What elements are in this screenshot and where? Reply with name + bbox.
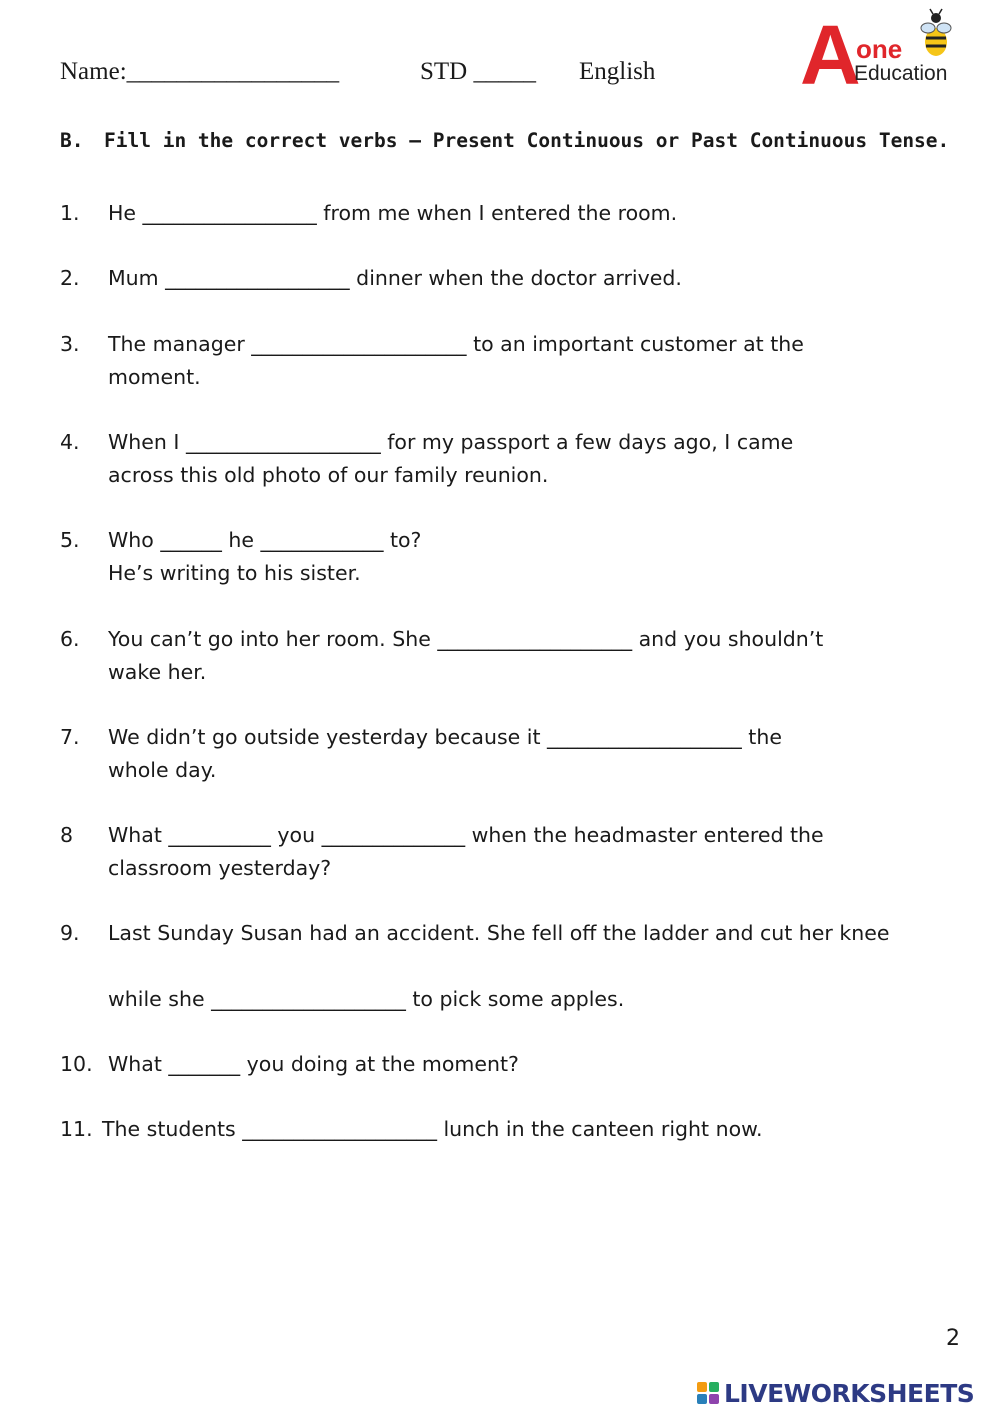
page-number: 2	[946, 1326, 960, 1351]
question-line: You can’t go into her room. She ___________________ and you shouldn’t	[108, 627, 824, 651]
question-number: 3.	[60, 332, 80, 356]
question-number: 6.	[60, 627, 80, 651]
liveworksheets-icon	[697, 1382, 719, 1404]
question-item	[60, 721, 960, 787]
question-number: 4.	[60, 430, 80, 454]
question-line: whole day.	[108, 758, 217, 782]
question-number: 9.	[60, 921, 80, 945]
question-line: across this old photo of our family reunion.	[108, 463, 549, 487]
instruction	[60, 129, 949, 152]
question-line: When I ___________________ for my passport a few days ago, I came	[108, 430, 794, 454]
question-item	[60, 328, 960, 394]
question-item	[60, 262, 960, 295]
question-line: Last Sunday Susan had an accident. She fell off the ladder and cut her knee	[108, 921, 890, 945]
question-number: 1.	[60, 201, 80, 225]
question-line: He’s writing to his sister.	[108, 561, 361, 585]
instruction-text: Fill in the correct verbs – Present Continuous or Past Continuous Tense.	[104, 129, 950, 152]
question-item	[60, 197, 960, 230]
question-line: Who ______ he ____________ to?	[108, 528, 422, 552]
logo-one-text: one	[856, 34, 903, 64]
question-line: The manager _____________________ to an important customer at the	[108, 332, 804, 356]
question-line: What _______ you doing at the moment?	[108, 1052, 519, 1076]
aone-education-logo	[800, 8, 960, 90]
bee-icon	[921, 9, 951, 56]
question-line: classroom yesterday?	[108, 856, 332, 880]
question-item	[60, 819, 960, 885]
question-item	[60, 426, 960, 492]
liveworksheets-brand: LIVEWORKSHEETS	[724, 1378, 975, 1408]
question-item	[60, 1113, 960, 1146]
question-number: 10.	[60, 1052, 93, 1076]
question-number: 2.	[60, 266, 80, 290]
question-number: 11.	[60, 1117, 93, 1141]
question-line: The students ___________________ lunch in the canteen right now.	[102, 1117, 763, 1141]
question-line: moment.	[108, 365, 201, 389]
question-line: We didn’t go outside yesterday because it ___________________ the	[108, 725, 782, 749]
std-field-label: STD _____	[420, 58, 536, 85]
subject-label: English	[579, 58, 656, 85]
question-line	[108, 950, 960, 983]
question-line: He _________________ from me when I entered the room.	[108, 201, 678, 225]
question-number: 7.	[60, 725, 80, 749]
name-field-label: Name:_________________	[60, 58, 340, 85]
question-item	[60, 524, 960, 590]
question-number: 5.	[60, 528, 80, 552]
question-line: Mum __________________ dinner when the doctor arrived.	[108, 266, 682, 290]
liveworksheets-footer	[697, 1378, 974, 1408]
question-line: wake her.	[108, 660, 207, 684]
question-number: 8	[60, 823, 74, 847]
question-line: What __________ you ______________ when the headmaster entered the	[108, 823, 824, 847]
logo-letter-a: A	[800, 8, 861, 90]
question-item	[60, 917, 960, 1016]
question-line: while she ___________________ to pick some apples.	[108, 987, 625, 1011]
logo-education-text: Education	[854, 62, 948, 85]
instruction-label: B.	[60, 129, 84, 152]
question-item	[60, 623, 960, 689]
question-item	[60, 1048, 960, 1081]
